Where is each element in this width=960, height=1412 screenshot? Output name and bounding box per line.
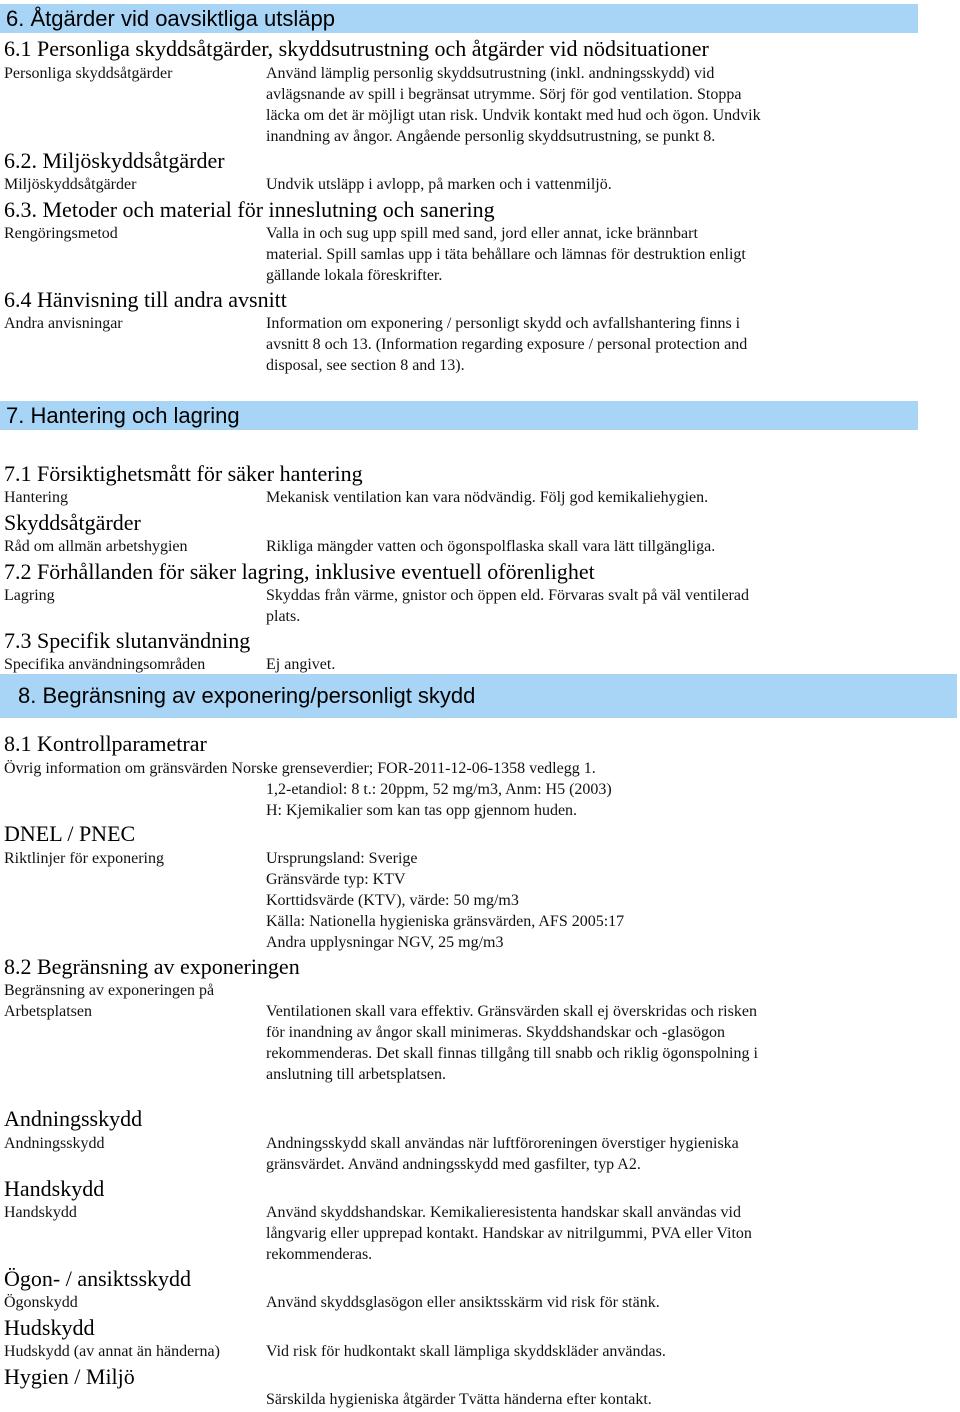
heading-8-2: 8.2 Begränsning av exponeringen xyxy=(4,954,300,979)
label-andra-anvisningar: Andra anvisningar xyxy=(4,315,123,332)
value-begransning-exponering: Ventilationen skall vara effektiv. Gränsvärden skall ej överskridas och risken för inandning av ångor skall minimeras. Skyddshandskar och -glasögon rekommenderas. Det skall finnas tillgång till snabb och riklig ögonspolning i anslutning till arbetsplatsen. xyxy=(266,1003,758,1083)
heading-andningsskydd: Andningsskydd xyxy=(4,1106,143,1131)
heading-skyddsatgarder: Skyddsåtgärder xyxy=(4,510,141,535)
value-hantering: Mekanisk ventilation kan vara nödvändig. Följ god kemikaliehygien. xyxy=(266,489,709,506)
value-lagring: Skyddas från värme, gnistor och öppen eld. Förvaras svalt på väl ventilerad plats. xyxy=(266,587,749,625)
heading-6-3: 6.3. Metoder och material för inneslutning och sanering xyxy=(4,197,495,222)
label-andningsskydd: Andningsskydd xyxy=(4,1135,105,1152)
section-7-banner: 7. Hantering och lagring xyxy=(0,401,918,430)
label-lagring: Lagring xyxy=(4,587,55,604)
heading-6-2: 6.2. Miljöskyddsåtgärder xyxy=(4,148,225,173)
heading-ogon-ansiktsskydd: Ögon- / ansiktsskydd xyxy=(4,1266,191,1291)
label-ogonskydd: Ögonskydd xyxy=(4,1294,78,1311)
value-riktlinjer-for-exponering: Ursprungsland: Sverige Gränsvärde typ: KTV Korttidsvärde (KTV), värde: 50 mg/m3 Källa: Nationella hygieniska gränsvärden, AFS 2005:17 Andra upplysningar NGV, 25 mg/m3 xyxy=(266,850,625,951)
section-6-banner: 6. Åtgärder vid oavsiktliga utsläpp xyxy=(0,4,918,33)
value-rad-om-arbetshygien: Rikliga mängder vatten och ögonspolflaska skall vara lätt tillgängliga. xyxy=(266,538,716,555)
ovrig-information: Övrig information om gränsvärden Norske grenseverdier; FOR-2011-12-06-1358 vedlegg 1. xyxy=(4,760,596,777)
heading-hygien-miljo: Hygien / Miljö xyxy=(4,1364,135,1389)
value-miljoskyddsatgarder: Undvik utsläpp i avlopp, på marken och i vattenmiljö. xyxy=(266,176,612,193)
heading-hudskydd: Hudskydd xyxy=(4,1315,95,1340)
label-rengoringsmetod: Rengöringsmetod xyxy=(4,225,118,242)
heading-7-2: 7.2 Förhållanden för säker lagring, inklusive eventuell oförenlighet xyxy=(4,559,595,584)
label-rad-om-arbetshygien: Råd om allmän arbetshygien xyxy=(4,538,188,555)
heading-handskydd: Handskydd xyxy=(4,1176,105,1201)
value-specifika-anvandningsomraden: Ej angivet. xyxy=(266,656,336,673)
value-andningsskydd: Andningsskydd skall användas när luftföroreningen överstiger hygieniska gränsvärdet. Använd andningsskydd med gasfilter, typ A2. xyxy=(266,1135,739,1173)
label-riktlinjer-for-exponering: Riktlinjer för exponering xyxy=(4,850,164,867)
value-rengoringsmetod: Valla in och sug upp spill med sand, jord eller annat, icke brännbart material. Spill samlas upp i täta behållare och lämnas för destruktion enligt gällande lokala föreskrifter. xyxy=(266,225,746,284)
heading-8-1: 8.1 Kontrollparametrar xyxy=(4,731,207,756)
value-handskydd: Använd skyddshandskar. Kemikalieresistenta handskar skall användas vid långvarig eller upprepad kontakt. Handskar av nitrilgummi, PVA eller Viton rekommenderas. xyxy=(266,1204,752,1263)
label-hudskydd: Hudskydd (av annat än händerna) xyxy=(4,1343,220,1360)
value-hudskydd: Vid risk för hudkontakt skall lämpliga skyddskläder användas. xyxy=(266,1343,666,1360)
heading-7-3: 7.3 Specifik slutanvändning xyxy=(4,628,251,653)
value-andra-anvisningar: Information om exponering / personligt skydd och avfallshantering finns i avsnitt 8 och 13. (Information regarding exposure / personal protection and disposal, see section 8 and 13). xyxy=(266,315,748,374)
label-specifika-anvandningsomraden: Specifika användningsområden xyxy=(4,656,206,673)
heading-dnel-pnec: DNEL / PNEC xyxy=(4,821,136,846)
label-handskydd: Handskydd xyxy=(4,1204,77,1221)
value-gransvarden: 1,2-etandiol: 8 t.: 20ppm, 52 mg/m3, Anm: H5 (2003) H: Kjemikalier som kan tas opp gjennom huden. xyxy=(266,781,612,819)
heading-6-4: 6.4 Hänvisning till andra avsnitt xyxy=(4,287,287,312)
label-begransning-exponering: Begränsning av exponeringen på Arbetsplatsen xyxy=(4,982,215,1020)
value-hygien-miljo: Särskilda hygieniska åtgärder Tvätta händerna efter kontakt. xyxy=(266,1391,652,1408)
heading-6-1: 6.1 Personliga skyddsåtgärder, skyddsutrustning och åtgärder vid nödsituationer xyxy=(4,36,709,61)
value-personliga-skyddsatgarder: Använd lämplig personlig skyddsutrustning (inkl. andningsskydd) vid avlägsnande av spill i begränsat utrymme. Sörj för god ventilation. Stoppa läcka om det är möjligt utan risk. Undvik kontakt med hud och ögon. Undvik inandning av ångor. Angående personlig skyddsutrustning, se punkt 8. xyxy=(266,65,761,145)
value-ogonskydd: Använd skyddsglasögon eller ansiktsskärm vid risk för stänk. xyxy=(266,1294,660,1311)
section-8-banner: 8. Begränsning av exponering/personligt skydd xyxy=(0,674,957,718)
label-personliga-skyddsatgarder: Personliga skyddsåtgärder xyxy=(4,65,173,82)
heading-7-1: 7.1 Försiktighetsmått för säker hantering xyxy=(4,461,363,486)
label-miljoskyddsatgarder: Miljöskyddsåtgärder xyxy=(4,176,137,193)
label-hantering: Hantering xyxy=(4,489,68,506)
